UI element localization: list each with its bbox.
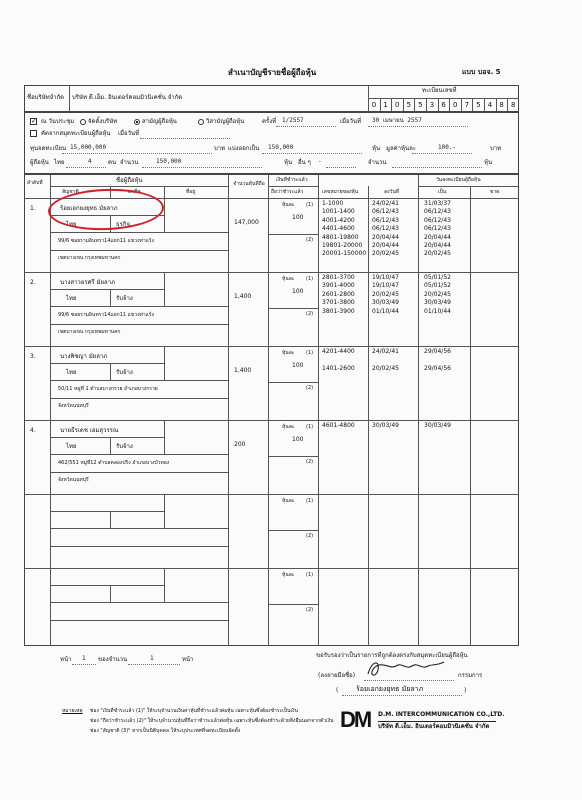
notes-heading: หมายเหตุ [62,708,83,714]
note-1: ช่อง "เงินที่ชำระแล้ว (1)" ให้ระบุจำนวนเงินค่าหุ้นที่ชำระแล้วต่อหุ้น เฉพาะหุ้นซึ่งต้องชำระเป็นเงิน [90,708,299,714]
paid-per-share-label: หุ้นละ [282,276,295,282]
checkbox-at-meeting[interactable]: ✓ [31,117,37,125]
col-cert-date-header: ลงวันที่ [384,189,400,195]
address2-sub-line [50,398,228,399]
capital-unit: บาท [214,145,226,152]
occ-sub-vline [164,420,165,454]
paid-sub-line [268,308,318,309]
paid-value: 100 [292,436,304,443]
row-seq: 2. [30,279,36,286]
nat-sub-vline [110,289,111,306]
capital-shares-unit: หุ้น [372,145,381,152]
holder-occupation: รับจ้าง [116,295,133,302]
address2-sub-line [50,250,228,251]
company-stamp-thai: บริษัท ดี.เอ็ม. อินเตอร์คอมมิวนิเคชั่น จำกัด [378,723,490,730]
holder-address: 462/551 หมู่ที่12 ตำบลคลองปริง อำเภอบางบัวทอง [58,460,170,466]
capital-label: ทุนจดทะเบียน [30,145,67,152]
paid-per-share-label: หุ้นละ [282,202,295,208]
holders-thai-label: ไทย [54,159,65,166]
copy-register-date-label: เมื่อวันที่ [118,130,140,137]
paid-per-share-label: หุ้นละ [282,424,295,430]
col-name-group-header: ชื่อผู้ถือหุ้น [116,177,143,184]
holders-count-label: จำนวน [120,159,139,166]
capital-shares-label: แบ่งออกเป็น [228,145,260,152]
holder-nationality: ไทย [66,443,77,450]
col-address-header: ที่อยู่ [186,189,196,195]
row-divider [24,420,519,421]
register-dates: 31/03/37 06/12/43 06/12/43 06/12/43 20/04/44 20/04/44 20/02/45 [424,200,451,258]
holder-address-line2: เขตบางเขน กรุงเทพมหานคร [58,329,121,335]
register-dates: 29/04/56 29/04/56 [424,348,451,372]
copy-register-label: คัดจากสมุดทะเบียนผู้ถือหุ้น [41,130,111,137]
holder-nationality: ไทย [66,369,77,376]
cert-dates: 24/02/41 06/12/43 06/12/43 06/12/43 20/04/44 20/04/44 20/02/45 [372,200,399,258]
col-nationality-header: สัญชาติ [62,189,79,195]
col-reg-group-header: วันลงทะเบียนผู้ถือหุ้น [436,177,481,183]
reg-digit-cell: 5 [403,99,414,111]
note-3: ช่อง "สัญชาติ (3)" หากเป็นนิติบุคคล ให้ระบุประเทศที่จดทะเบียนจัดตั้ง [90,728,241,734]
holders-other-label: อื่น ๆ [298,159,311,166]
reg-digit-cell: 4 [484,99,495,111]
holder-occupation: ธุรกิจ [116,221,131,228]
col-paid-header: ถือว่าชำระแล้ว [271,189,304,195]
address-sub-line [50,232,228,233]
company-logo: DM [340,707,371,732]
handwritten-signature [362,656,452,680]
holders-label: ผู้ถือหุ้น [30,159,49,166]
footer-page-label: หน้า [60,656,72,663]
times-value: 1/2557 [282,117,304,124]
col-seq-header: ลำดับที่ [27,180,43,186]
address-sub-line [50,454,228,455]
paid-note-2: (2) [306,385,314,391]
occ-sub-vline [164,568,165,602]
cert-dates: 24/02/41 20/02/45 [372,348,399,372]
radio-ordinary[interactable] [134,119,140,125]
reg-digit-cell: 3 [426,99,437,111]
holder-address: 99/6 ซอยรามอินทรา14แยก11 แขวงท่าแร้ง [58,312,154,318]
holders-other-value: - [318,158,322,165]
name-sub-line [50,585,164,586]
form-code: แบบ บอจ. 5 [462,68,501,76]
cert-numbers: 1-1000 1001-1400 4001-4200 4401-4600 4801-19800 19801-20000 20001-150000 [322,200,367,258]
row-seq: 3. [30,353,36,360]
reg-number-label: ทะเบียนเลขที่ [422,87,457,94]
name-sub-line [50,437,164,438]
paid-per-share-label: หุ้นละ [282,350,295,356]
paid-value: 100 [292,288,304,295]
par-value: 100.- [438,144,457,151]
col-reg-in-header: เป็น [438,189,447,195]
paid-note-1: (1) [306,202,314,208]
reg-digit-cell: 5 [472,99,483,111]
address-sub-line [50,602,228,603]
row-divider [24,494,519,495]
reg-digit-cell: 8 [507,99,518,111]
name-sub-line [50,511,164,512]
holders-shares-unit2: หุ้น [484,159,493,166]
document-page: สำเนาบัญชีรายชื่อผู้ถือหุ้น แบบ บอจ. 5 ชื่อบริษัทจำกัด บริษัท ดี.เอ็ม. อินเตอร์คอมมิวนิเคชั่น จำกัด ทะเบียนเลขที่ 0 1 0 5 5 3 6 0 7 5 4 8 8 ✓ ณ วันประชุม จัดตั้งบริษัท สามัญผู้ถือหุ้น วิสามัญผู้ถือหุ้น ครั้งที่ 1/2557 เมื่อวันที่ 30 เมษายน 2557 คัดจากสมุดทะเบียนผู้ถือหุ้น เมื่อวันที่ ทุนจดทะเบียน 15,000,000 บาท แบ่งออกเป็น 150,000 หุ้น มูลค่าหุ้นละ 100.- บาท ผู้ถือหุ้น ไทย 4 คน จำนวน 150,000 หุ้น อื่น ๆ - จำนวน หุ้น ลำดับที่ ชื่อผู้ถือหุ้น สัญชาติ อาชีพ ที่อยู่ จำนวนหุ้นที่ถือ เงินที่ชำระแล้ว ถือว่าชำระแล้ว เลขหมายของหุ้น ลงวันที่ วันลงทะเบียนผู้ถือหุ้น เป็น ขาด 1. ร้อยเอกยงยุทธ มัยลาภ ไทย ธุรกิจ 99/6 ซอยรามอินทรา14แยก11 แขวงท่าแร้ง เขตบางเขน กรุงเทพมหานคร 147,000 หุ้นละ (1) 100 (2) 1-1000 1001-1400 4001-4200 4401-4600 4801-19800 19801-20000 20001-150000 24/02/41 06/12/43 06/12/43 06/12/43 20/04/44 20/04/44 20/02/45 31/03/37 06/12/43 06/12/43 06/12/43 20/04/44 20/04/44 20/02/45 2. นางสาวอรศรี มัยลาภ ไทย รับจ้าง 99/6 ซอยรามอินทรา14แยก11 แขวงท่าแร้ง เขตบางเขน กรุงเทพมหานคร 1,400 หุ้นละ (1) 100 (2) 2801-3700 3901-4000 2601-2800 3701-3800 3801-3900 19/10/47 19/10/47 20/02/45 30/03/49 01/10/44 05/01/52 05/01/52 20/02/45 30/03/49 01/10/44 3. นางพิชญา มัยลาภ ไทย รับจ้าง 50/11 หมู่ที่ 1 ตำบลบางกรวย อำเภอบางกรวย จังหวัดนนทบุรี 1,400 หุ้นละ (1) 100 (2) 4201-4400 1401-2600 24/02/41 20/02/45 29/04/56 29/04/56 4. นายธีรเดช เอมสุวรรณ ไทย รับจ้าง 462/551 หมู่ที่12 ตำบลคลองปริง อำเภอบางบัวทอง จังหวัดนนทบุรี 200 หุ้นละ (1) 100 (2) 4601-4800 30/03/49 30/03/49 หุ้นละ (1) (2) หุ้นละ (1) (2) หน้า 1 ของจำนวน 1 หน้า ขอรับรองว่าเป็นรายการที่ถูกต้องตรงกับสมุดทะเบียนผู้ถือหุ้น (ลงลายมือชื่อ) กรรมการ ( ร้อยเอกยงยุทธ มัยลาภ ) หมายเหตุ ช่อง "เงินที่ชำระแล้ว (1)" ให้ระบุจำนวนเงินค่าหุ้นที่ชำระแล้วต่อหุ้น เฉพาะหุ้นซึ่งต้องชำระเป็นเงิน ช่อง "ถือว่าชำระแล้ว (2)" ให้ระบุจำนวนหุ้นที่ถือว่าชำระแล้วต่อหุ้น เฉพาะหุ้นซึ่งต้องชำระด้วยสิ่งอื่นนอกจากตัวเงิน ช่อง "สัญชาติ (3)" หากเป็นนิติบุคคล ให้ระบุประเทศที่จดทะเบียนจัดตั้ง DM D.M. INTERCOMMUNICATION CO.,LTD. บริษัท ดี.เอ็ม. อินเตอร์คอมมิวนิเคชั่น จำกัด [0,0,582,800]
paid-value: 100 [292,214,304,221]
holder-nationality: ไทย [66,295,77,302]
holders-shares-unit: หุ้น [284,159,293,166]
reg-number-cells [368,98,519,111]
paid-note-1: (1) [306,572,314,578]
reg-digit-cell: 6 [438,99,449,111]
register-dates: 05/01/52 05/01/52 20/02/45 30/03/49 01/10/44 [424,274,451,315]
nat-sub-vline [110,585,111,602]
col-cert-no-header: เลขหมายของหุ้น [322,189,359,195]
company-label: ชื่อบริษัทจำกัด [27,94,65,101]
col-paid-group-header: เงินที่ชำระแล้ว [276,177,308,183]
paid-note-1: (1) [306,350,314,356]
times-label: ครั้งที่ [262,118,277,125]
footer-page-value: 1 [82,655,86,662]
holder-name: นายธีรเดช เอมสุวรรณ [60,427,119,434]
name-sub-line [50,363,164,364]
document-title: สำเนาบัญชีรายชื่อผู้ถือหุ้น [228,68,317,77]
address-sub-line [50,528,228,529]
holder-name: นางสาวอรศรี มัยลาภ [60,279,116,286]
row-seq: 4. [30,427,36,434]
nat-sub-vline [110,511,111,528]
paid-note-2: (2) [306,311,314,317]
col-held-header: จำนวนหุ้นที่ถือ [233,181,265,187]
reg-digit-cell: 1 [380,99,391,111]
footer-page-unit: หน้า [182,656,194,663]
paid-per-share-label: หุ้นละ [282,498,295,504]
reg-digit-cell: 0 [391,99,402,111]
nat-sub-vline [110,437,111,454]
holder-address: 99/6 ซอยรามอินทรา14แยก11 แขวงท่าแร้ง [58,238,154,244]
holder-name: ร้อยเอกยงยุทธ มัยลาภ [60,205,118,212]
capital-value: 15,000,000 [70,144,107,151]
meeting-opt4-label: วิสามัญผู้ถือหุ้น [206,118,245,125]
name-sub-line [50,289,164,290]
paid-sub-line [268,382,318,383]
reg-digit-cell: 7 [461,99,472,111]
holder-occupation: รับจ้าง [116,369,133,376]
occ-sub-vline [164,198,165,232]
company-name: บริษัท ดี.เอ็ม. อินเตอร์คอมมิวนิเคชั่น จำกัด [72,94,183,101]
company-stamp-english: D.M. INTERCOMMUNICATION CO.,LTD. [378,711,505,718]
holders-count-value: 150,000 [156,158,182,165]
occ-sub-vline [164,494,165,528]
address2-sub-line [50,472,228,473]
holder-shares: 147,000 [234,219,259,226]
holder-shares: 200 [234,441,246,448]
holder-shares: 1,400 [234,293,252,300]
meeting-opt2-label: จัดตั้งบริษัท [88,118,118,125]
row-divider [24,568,519,569]
cert-numbers: 4201-4400 1401-2600 [322,348,355,372]
par-label: มูลค่าหุ้นละ [386,145,416,152]
paid-sub-line [268,456,318,457]
capital-shares-value: 150,000 [268,144,294,151]
paid-value: 100 [292,362,304,369]
footer-of-label: ของจำนวน [98,656,128,663]
row-seq: 1. [30,205,36,212]
cert-dates: 19/10/47 19/10/47 20/02/45 30/03/49 01/10/44 [372,274,399,315]
reg-digit-cell: 0 [368,99,379,111]
holder-address-line2: จังหวัดนนทบุรี [58,403,89,409]
paid-per-share-label: หุ้นละ [282,572,295,578]
holder-occupation: รับจ้าง [116,443,133,450]
address-sub-line [50,306,228,307]
holder-address: 50/11 หมู่ที่ 1 ตำบลบางกรวย อำเภอบางกรวย [58,386,158,392]
holder-nationality: ไทย [66,221,77,228]
director-label: กรรมการ [458,672,483,679]
holder-shares: 1,400 [234,367,252,374]
occ-sub-vline [164,346,165,380]
note-2: ช่อง "ถือว่าชำระแล้ว (2)" ให้ระบุจำนวนหุ้นที่ถือว่าชำระแล้วต่อหุ้น เฉพาะหุ้นซึ่งต้องชำระด้วยสิ่งอื่นนอกจากตัวเงิน [90,718,334,724]
cert-numbers: 2801-3700 3901-4000 2601-2800 3701-3800 3801-3900 [322,274,355,315]
row-divider [24,272,519,273]
reg-digit-cell: 8 [496,99,507,111]
address2-sub-line [50,546,228,547]
row-divider [24,346,519,347]
checkbox-copy-register[interactable] [30,130,37,137]
cert-dates: 30/03/49 [372,422,399,429]
paid-note-2: (2) [306,607,314,613]
address2-sub-line [50,620,228,621]
holders-count2-label: จำนวน [368,159,387,166]
occ-sub-vline [164,272,165,306]
address2-sub-line [50,324,228,325]
paid-note-1: (1) [306,276,314,282]
meeting-opt3-label: สามัญผู้ถือหุ้น [142,118,177,125]
reg-digit-cell: 0 [449,99,460,111]
paid-sub-line [268,604,318,605]
holders-person-unit: คน [108,159,117,166]
date-label: เมื่อวันที่ [340,118,362,125]
register-dates: 30/03/49 [424,422,451,429]
date-value: 30 เมษายน 2557 [372,117,422,124]
paid-note-2: (2) [306,237,314,243]
address-sub-line [50,380,228,381]
paid-sub-line [268,530,318,531]
sign-label: (ลงลายมือชื่อ) [318,672,356,679]
holder-address-line2: เขตบางเขน กรุงเทพมหานคร [58,255,121,261]
paid-note-1: (1) [306,498,314,504]
reg-digit-cell: 5 [414,99,425,111]
par-unit: บาท [490,145,502,152]
paid-note-1: (1) [306,424,314,430]
holder-name: นางพิชญา มัยลาภ [60,353,108,360]
col-reg-out-header: ขาด [490,189,500,195]
col-occupation-header: อาชีพ [128,189,141,195]
radio-establish[interactable] [80,119,86,125]
holders-thai-value: 4 [88,158,92,165]
cert-numbers: 4601-4800 [322,422,355,429]
paid-note-2: (2) [306,459,314,465]
paid-sub-line [268,234,318,235]
signer-name: ร้อยเอกยงยุทธ มัยลาภ [356,685,424,693]
radio-extraordinary[interactable] [198,119,204,125]
paid-note-2: (2) [306,533,314,539]
certify-text: ขอรับรองว่าเป็นรายการที่ถูกต้องตรงกับสมุดทะเบียนผู้ถือหุ้น [316,652,468,659]
nat-sub-vline [110,363,111,380]
meeting-opt1-label: ณ วันประชุม [41,118,75,125]
holder-address-line2: จังหวัดนนทบุรี [58,477,89,483]
footer-total-value: 1 [150,655,154,662]
